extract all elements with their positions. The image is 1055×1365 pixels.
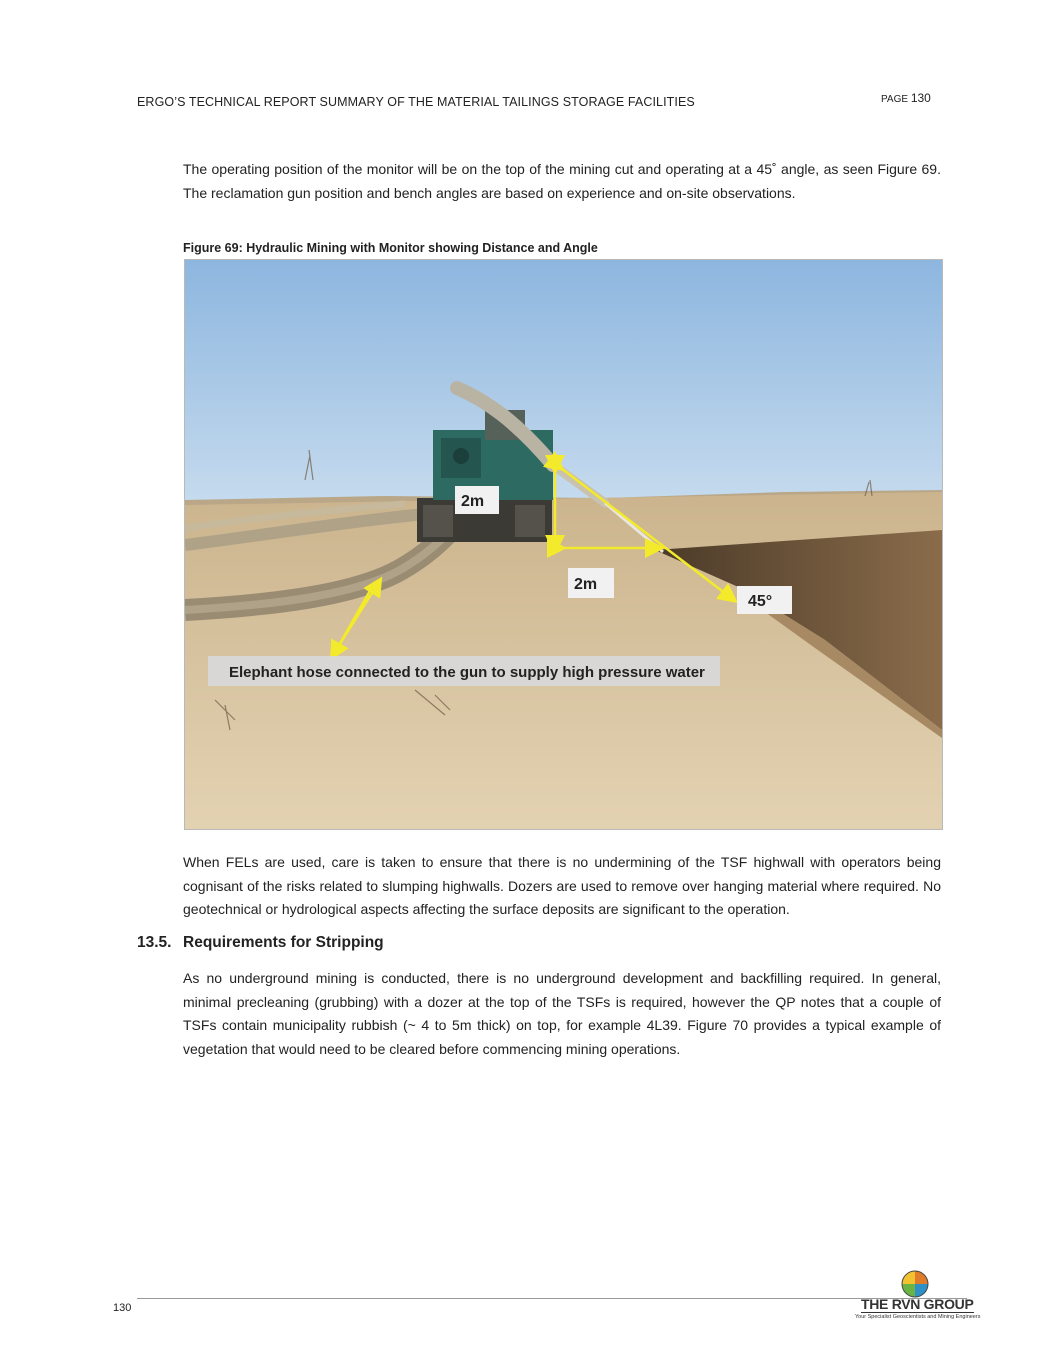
rvn-group-logo (855, 1270, 981, 1322)
section-heading (137, 934, 384, 952)
angle-label: 45° (748, 593, 773, 610)
page-label: PAGE (881, 94, 909, 105)
paragraph-stripping-requirements: As no underground mining is conducted, there is no underground development and backfilling required. In general, minimal precleaning (grubbing) with a dozer at the top of the TSFs is required, however the QP notes that a couple of TSFs contain municipality rubbish (~ 4 to 5m thick) on top, for example 4L39. Figure 70 provides a typical example of vegetation that would need to be cleared before commencing mining operations. (183, 970, 941, 1057)
logo-mark-icon (901, 1270, 929, 1298)
figure-caption: Figure 69: Hydraulic Mining with Monitor showing Distance and Angle (183, 241, 598, 255)
paragraph-monitor-position: The operating position of the monitor will be on the top of the mining cut and operating at a 45˚ angle, as seen Figure 69. The reclamation gun position and bench angles are based on experience and on-site observations. (183, 161, 941, 201)
report-header-title: ERGO’S TECHNICAL REPORT SUMMARY OF THE MATERIAL TAILINGS STORAGE FACILITIES (137, 95, 695, 109)
logo-name: THE RVN GROUP (861, 1296, 974, 1312)
header-page-number (881, 91, 931, 105)
horizontal-distance-label: 2m (574, 576, 598, 593)
footer-page-number: 130 (113, 1302, 132, 1314)
figure-photo-hydraulic-mining (184, 259, 943, 830)
footer-divider (137, 1298, 967, 1299)
page-number: 130 (910, 91, 931, 105)
paragraph-fels-highwall: When FELs are used, care is taken to ensure that there is no undermining of the TSF highwall with operators being cognisant of the risks related to slumping highwalls. Dozers are used to remove over hanging material where required. No geotechnical or hydrological aspects affecting the surface deposits are significant to the operation. (183, 854, 941, 917)
section-number: 13.5. (137, 934, 172, 951)
section-title: Requirements for Stripping (183, 934, 384, 951)
logo-tagline: Your Specialist Geoscientists and Mining Engineers (855, 1314, 981, 1320)
hose-note-label: Elephant hose connected to the gun to supply high pressure water (229, 664, 705, 681)
vertical-distance-label: 2m (461, 493, 485, 510)
